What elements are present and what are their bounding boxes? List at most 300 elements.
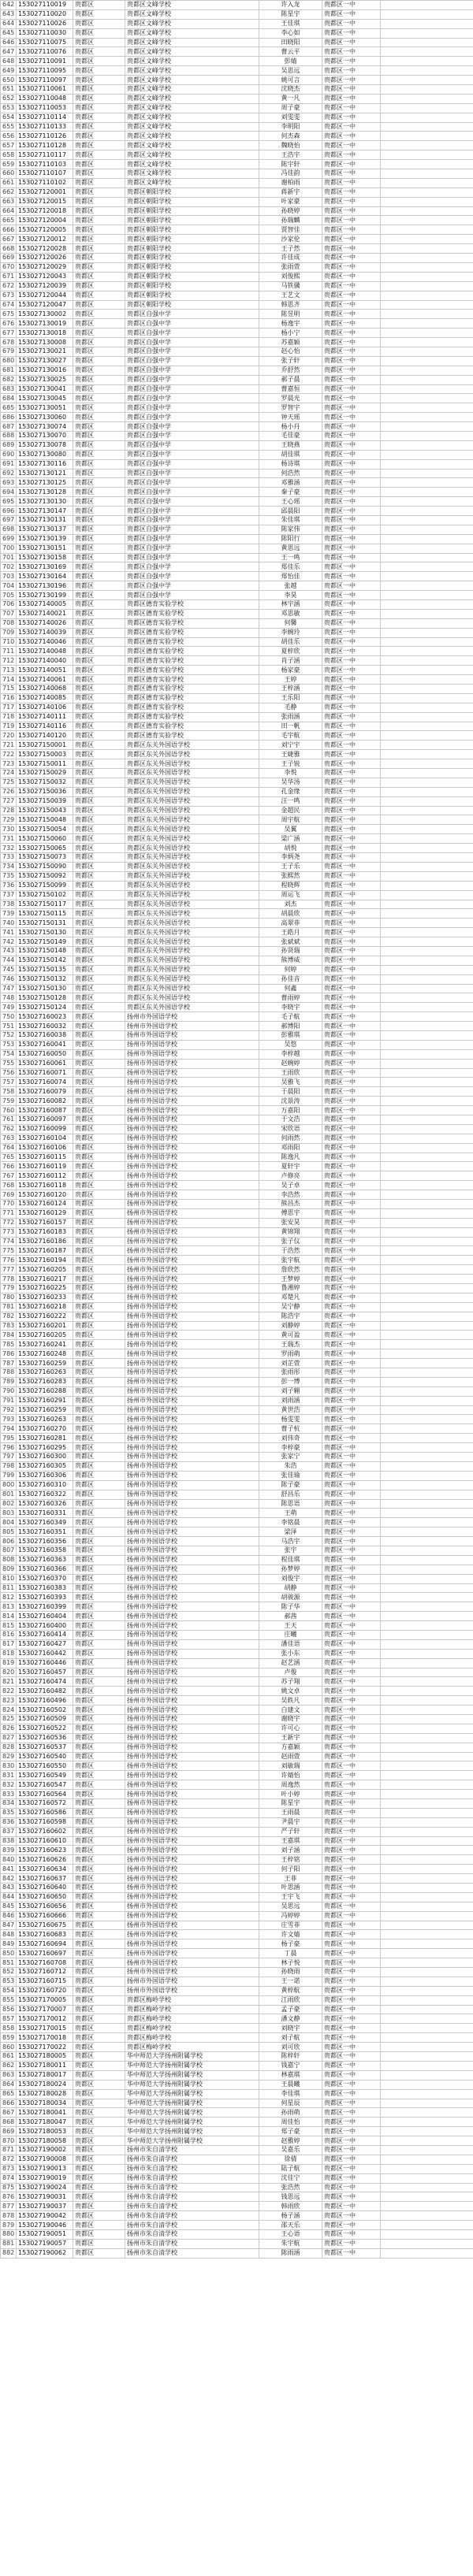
district-cell[interactable]: 贵都区 [73,141,125,150]
exam-number-cell[interactable]: 153027140061 [17,675,73,685]
student-name-cell[interactable]: 王子锐 [259,759,322,769]
student-name-cell[interactable]: 王雨晨 [259,1808,322,1817]
empty-cell[interactable] [381,1808,473,1817]
admitted-school-cell[interactable]: 贵都区一中 [322,310,381,319]
school-cell[interactable]: 扬州市外国语学校 [125,1958,259,1968]
empty-cell[interactable] [381,103,473,113]
exam-number-cell[interactable]: 153027120028 [17,244,73,254]
row-index-cell[interactable]: 766 [1,1162,17,1171]
admitted-school-cell[interactable]: 贵都区一中 [322,507,381,516]
exam-number-cell[interactable]: 153027190031 [17,2192,73,2202]
exam-number-cell[interactable]: 153027160720 [17,1986,73,1995]
district-cell[interactable]: 贵都区 [73,1312,125,1321]
student-name-cell[interactable]: 程晓辉 [259,881,322,890]
student-name-cell[interactable]: 田一帆 [259,722,322,731]
exam-number-cell[interactable]: 153027160496 [17,1696,73,1706]
school-cell[interactable]: 贵都区自强中学 [125,581,259,591]
school-cell[interactable]: 贵都区文峰学校 [125,66,259,76]
district-cell[interactable]: 贵都区 [73,2061,125,2070]
empty-cell[interactable] [381,1836,473,1846]
student-name-cell[interactable]: 陆子航 [259,2164,322,2173]
row-index-cell[interactable]: 686 [1,413,17,422]
school-cell[interactable]: 贵都区文峰学校 [125,113,259,122]
exam-number-cell[interactable]: 153027180017 [17,2070,73,2080]
empty-cell[interactable] [381,1696,473,1706]
student-name-cell[interactable]: 胡佳乐 [259,637,322,647]
student-name-cell[interactable]: 林宇涵 [259,600,322,610]
exam-number-cell[interactable]: 153027180011 [17,2061,73,2070]
district-cell[interactable]: 贵都区 [73,272,125,281]
empty-cell[interactable] [381,1265,473,1275]
district-cell[interactable]: 贵都区 [73,28,125,38]
row-index-cell[interactable]: 793 [1,1415,17,1424]
district-cell[interactable]: 贵都区 [73,375,125,384]
district-cell[interactable]: 贵都区 [73,281,125,291]
district-cell[interactable]: 贵都区 [73,909,125,919]
school-cell[interactable]: 扬州市外国语学校 [125,1331,259,1340]
admitted-school-cell[interactable]: 贵都区一中 [322,1,381,10]
empty-cell[interactable] [381,806,473,815]
student-name-cell[interactable]: 王心语 [259,2229,322,2239]
exam-number-cell[interactable]: 153027150029 [17,769,73,778]
admitted-school-cell[interactable]: 贵都区一中 [322,1087,381,1097]
district-cell[interactable]: 贵都区 [73,244,125,254]
admitted-school-cell[interactable]: 贵都区一中 [322,300,381,310]
empty-cell[interactable] [381,2080,473,2089]
empty-cell[interactable] [381,1968,473,1977]
row-index-cell[interactable]: 727 [1,796,17,806]
exam-number-cell[interactable]: 153027190042 [17,2211,73,2221]
admitted-school-cell[interactable]: 贵都区一中 [322,591,381,600]
student-name-cell[interactable]: 梁广涵 [259,834,322,844]
admitted-school-cell[interactable]: 贵都区一中 [322,881,381,890]
district-cell[interactable]: 贵都区 [73,974,125,984]
row-index-cell[interactable]: 691 [1,459,17,469]
empty-cell[interactable] [381,281,473,291]
district-cell[interactable]: 贵都区 [73,169,125,179]
exam-number-cell[interactable]: 153027130027 [17,356,73,366]
exam-number-cell[interactable]: 153027160050 [17,1049,73,1059]
school-cell[interactable]: 扬州市外国语学校 [125,1453,259,1462]
admitted-school-cell[interactable]: 贵都区一中 [322,1340,381,1349]
empty-cell[interactable] [381,1846,473,1855]
exam-number-cell[interactable]: 153027160263 [17,1368,73,1378]
row-index-cell[interactable]: 837 [1,1827,17,1836]
admitted-school-cell[interactable]: 贵都区一中 [322,1124,381,1134]
school-cell[interactable]: 扬州市朱自清学校 [125,2248,259,2258]
student-name-cell[interactable]: 乔舒然 [259,366,322,375]
empty-cell[interactable] [381,1106,473,1115]
student-name-cell[interactable]: 黄锦翔 [259,1227,322,1237]
admitted-school-cell[interactable]: 贵都区一中 [322,1461,381,1471]
admitted-school-cell[interactable]: 贵都区一中 [322,1162,381,1171]
district-cell[interactable]: 贵都区 [73,1958,125,1968]
admitted-school-cell[interactable]: 贵都区一中 [322,403,381,413]
district-cell[interactable]: 贵都区 [73,1714,125,1724]
student-name-cell[interactable]: 王嘉琪 [259,1836,322,1846]
admitted-school-cell[interactable]: 贵都区一中 [322,2192,381,2202]
admitted-school-cell[interactable]: 贵都区一中 [322,712,381,722]
empty-cell[interactable] [381,507,473,516]
school-cell[interactable]: 扬州市外国语学校 [125,1181,259,1190]
admitted-school-cell[interactable]: 贵都区一中 [322,1265,381,1275]
student-name-cell[interactable]: 庄雪菲 [259,1921,322,1930]
district-cell[interactable]: 贵都区 [73,515,125,525]
exam-number-cell[interactable]: 153027130164 [17,572,73,581]
admitted-school-cell[interactable]: 贵都区一中 [322,534,381,544]
exam-number-cell[interactable]: 153027150099 [17,881,73,890]
admitted-school-cell[interactable]: 贵都区一中 [322,1471,381,1480]
district-cell[interactable]: 贵都区 [73,937,125,947]
school-cell[interactable]: 贵都区东关外国语学校 [125,796,259,806]
admitted-school-cell[interactable]: 贵都区一中 [322,2127,381,2136]
empty-cell[interactable] [381,1612,473,1621]
admitted-school-cell[interactable]: 贵都区一中 [322,422,381,432]
student-name-cell[interactable]: 吴思远 [259,66,322,76]
district-cell[interactable]: 贵都区 [73,1921,125,1930]
student-name-cell[interactable]: 吴轶凡 [259,1696,322,1706]
school-cell[interactable]: 贵都区东关外国语学校 [125,806,259,815]
school-cell[interactable]: 贵都区自强中学 [125,450,259,459]
row-index-cell[interactable]: 716 [1,693,17,703]
row-index-cell[interactable]: 769 [1,1190,17,1200]
district-cell[interactable]: 贵都区 [73,300,125,310]
admitted-school-cell[interactable]: 贵都区一中 [322,1939,381,1949]
admitted-school-cell[interactable]: 贵都区一中 [322,769,381,778]
district-cell[interactable]: 贵都区 [73,507,125,516]
student-name-cell[interactable]: 谢晓宇 [259,1714,322,1724]
admitted-school-cell[interactable]: 贵都区一中 [322,2052,381,2062]
student-name-cell[interactable]: 孙贤瑞 [259,946,322,956]
school-cell[interactable]: 贵都区东关外国语学校 [125,993,259,1003]
admitted-school-cell[interactable]: 贵都区一中 [322,1030,381,1040]
empty-cell[interactable] [381,132,473,141]
empty-cell[interactable] [381,900,473,909]
student-name-cell[interactable]: 陈家伟 [259,525,322,534]
row-index-cell[interactable]: 770 [1,1200,17,1209]
district-cell[interactable]: 贵都区 [73,2239,125,2248]
school-cell[interactable]: 贵都区文峰学校 [125,169,259,179]
district-cell[interactable]: 贵都区 [73,1368,125,1378]
district-cell[interactable]: 贵都区 [73,66,125,76]
school-cell[interactable]: 扬州市外国语学校 [125,1649,259,1658]
empty-cell[interactable] [381,319,473,328]
admitted-school-cell[interactable]: 贵都区一中 [322,1097,381,1106]
admitted-school-cell[interactable]: 贵都区一中 [322,544,381,553]
school-cell[interactable]: 扬州市外国语学校 [125,1658,259,1668]
admitted-school-cell[interactable]: 贵都区一中 [322,844,381,853]
empty-cell[interactable] [381,937,473,947]
student-name-cell[interactable]: 王瑞杰 [259,1340,322,1349]
school-cell[interactable]: 扬州市外国语学校 [125,1134,259,1143]
district-cell[interactable]: 贵都区 [73,459,125,469]
district-cell[interactable]: 贵都区 [73,2192,125,2202]
empty-cell[interactable] [381,394,473,403]
admitted-school-cell[interactable]: 贵都区一中 [322,1799,381,1809]
admitted-school-cell[interactable]: 贵都区一中 [322,122,381,132]
school-cell[interactable]: 贵都区朝阳学校 [125,262,259,272]
district-cell[interactable]: 贵都区 [73,666,125,675]
district-cell[interactable]: 贵都区 [73,1256,125,1265]
student-name-cell[interactable]: 罗智宇 [259,403,322,413]
exam-number-cell[interactable]: 153027160233 [17,1293,73,1302]
school-cell[interactable]: 扬州市外国语学校 [125,1059,259,1068]
district-cell[interactable]: 贵都区 [73,19,125,28]
district-cell[interactable]: 贵都区 [73,356,125,366]
student-name-cell[interactable]: 马铁骥 [259,281,322,291]
school-cell[interactable]: 扬州市朱自清学校 [125,2239,259,2248]
empty-cell[interactable] [381,1143,473,1153]
district-cell[interactable]: 贵都区 [73,1677,125,1687]
student-name-cell[interactable]: 吴悠 [259,1040,322,1049]
student-name-cell[interactable]: 赵雅婷 [259,2136,322,2146]
school-cell[interactable]: 扬州市外国语学校 [125,1040,259,1049]
student-name-cell[interactable]: 孙晓婷 [259,206,322,216]
row-index-cell[interactable]: 666 [1,225,17,235]
empty-cell[interactable] [381,1949,473,1958]
school-cell[interactable]: 华中师范大学扬州附属学校 [125,2108,259,2118]
district-cell[interactable]: 贵都区 [73,919,125,928]
student-name-cell[interactable]: 毛静 [259,703,322,712]
exam-number-cell[interactable]: 153027110026 [17,19,73,28]
row-index-cell[interactable]: 795 [1,1434,17,1443]
empty-cell[interactable] [381,28,473,38]
district-cell[interactable]: 贵都区 [73,1930,125,1939]
empty-cell[interactable] [381,1227,473,1237]
exam-number-cell[interactable]: 153027160564 [17,1790,73,1799]
school-cell[interactable]: 扬州市外国语学校 [125,1087,259,1097]
student-name-cell[interactable]: 王新宇 [259,1733,322,1743]
school-cell[interactable]: 贵都区自强中学 [125,459,259,469]
exam-number-cell[interactable]: 153027160366 [17,1565,73,1574]
school-cell[interactable]: 扬州市外国语学校 [125,1771,259,1780]
student-name-cell[interactable]: 严子轩 [259,1827,322,1836]
admitted-school-cell[interactable]: 贵都区一中 [322,366,381,375]
row-index-cell[interactable]: 841 [1,1865,17,1874]
empty-cell[interactable] [381,993,473,1003]
student-name-cell[interactable]: 彭一博 [259,1377,322,1386]
school-cell[interactable]: 扬州市外国语学校 [125,1546,259,1555]
admitted-school-cell[interactable]: 贵都区一中 [322,993,381,1003]
district-cell[interactable]: 贵都区 [73,488,125,497]
student-name-cell[interactable]: 张雨萱 [259,262,322,272]
exam-number-cell[interactable]: 153027160363 [17,1555,73,1565]
district-cell[interactable]: 贵都区 [73,628,125,637]
district-cell[interactable]: 贵都区 [73,2108,125,2118]
empty-cell[interactable] [381,1162,473,1171]
admitted-school-cell[interactable]: 贵都区一中 [322,431,381,440]
row-index-cell[interactable]: 775 [1,1246,17,1256]
admitted-school-cell[interactable]: 贵都区一中 [322,1986,381,1995]
empty-cell[interactable] [381,712,473,722]
student-name-cell[interactable]: 夏轩宇 [259,1162,322,1171]
student-name-cell[interactable]: 刘可欣 [259,2043,322,2052]
school-cell[interactable]: 贵都区德育实验学校 [125,685,259,694]
empty-cell[interactable] [381,618,473,628]
student-name-cell[interactable]: 刘宁宇 [259,741,322,750]
row-index-cell[interactable]: 740 [1,919,17,928]
empty-cell[interactable] [381,2005,473,2014]
row-index-cell[interactable]: 818 [1,1649,17,1658]
student-name-cell[interactable]: 王晓燕 [259,440,322,450]
empty-cell[interactable] [381,366,473,375]
district-cell[interactable]: 贵都区 [73,1621,125,1631]
student-name-cell[interactable]: 冯婷婷 [259,1911,322,1921]
student-name-cell[interactable]: 于晨阳 [259,1087,322,1097]
admitted-school-cell[interactable]: 贵都区一中 [322,1293,381,1302]
row-index-cell[interactable]: 790 [1,1386,17,1396]
student-name-cell[interactable]: 肖子涵 [259,656,322,666]
exam-number-cell[interactable]: 153027160572 [17,1799,73,1809]
district-cell[interactable]: 贵都区 [73,685,125,694]
district-cell[interactable]: 贵都区 [73,94,125,103]
empty-cell[interactable] [381,2248,473,2258]
admitted-school-cell[interactable]: 贵都区一中 [322,413,381,422]
row-index-cell[interactable]: 813 [1,1602,17,1612]
district-cell[interactable]: 贵都区 [73,1321,125,1331]
district-cell[interactable]: 贵都区 [73,319,125,328]
admitted-school-cell[interactable]: 贵都区一中 [322,1696,381,1706]
exam-number-cell[interactable]: 153027160306 [17,1471,73,1480]
exam-number-cell[interactable]: 153027190002 [17,2145,73,2155]
student-name-cell[interactable]: 赵雨萱 [259,1752,322,1761]
school-cell[interactable]: 贵都区德育实验学校 [125,703,259,712]
exam-number-cell[interactable]: 153027160370 [17,1574,73,1583]
admitted-school-cell[interactable]: 贵都区一中 [322,66,381,76]
school-cell[interactable]: 贵都区文峰学校 [125,141,259,150]
row-index-cell[interactable]: 874 [1,2173,17,2183]
school-cell[interactable]: 贵都区东关外国语学校 [125,815,259,825]
district-cell[interactable]: 贵都区 [73,815,125,825]
school-cell[interactable]: 贵都区梅岭学校 [125,2024,259,2033]
student-name-cell[interactable]: 张雨涵 [259,712,322,722]
empty-cell[interactable] [381,197,473,206]
student-name-cell[interactable]: 陈宇轩 [259,160,322,169]
district-cell[interactable]: 贵都区 [73,1752,125,1761]
student-name-cell[interactable]: 王晨曦 [259,2080,322,2089]
empty-cell[interactable] [381,1293,473,1302]
district-cell[interactable]: 贵都区 [73,1836,125,1846]
empty-cell[interactable] [381,853,473,863]
district-cell[interactable]: 贵都区 [73,85,125,95]
exam-number-cell[interactable]: 153027160263 [17,1415,73,1424]
exam-number-cell[interactable]: 153027160187 [17,1246,73,1256]
student-name-cell[interactable]: 徐倩 [259,2155,322,2164]
school-cell[interactable]: 扬州市外国语学校 [125,1602,259,1612]
exam-number-cell[interactable]: 153027160222 [17,1312,73,1321]
school-cell[interactable]: 贵都区文峰学校 [125,57,259,66]
row-index-cell[interactable]: 850 [1,1949,17,1958]
row-index-cell[interactable]: 788 [1,1368,17,1378]
admitted-school-cell[interactable]: 贵都区一中 [322,169,381,179]
row-index-cell[interactable]: 648 [1,57,17,66]
district-cell[interactable]: 贵都区 [73,1696,125,1706]
empty-cell[interactable] [381,1256,473,1265]
school-cell[interactable]: 贵都区东关外国语学校 [125,984,259,993]
school-cell[interactable]: 扬州市朱自清学校 [125,2202,259,2211]
empty-cell[interactable] [381,1359,473,1368]
empty-cell[interactable] [381,2024,473,2033]
student-name-cell[interactable]: 张越 [259,581,322,591]
admitted-school-cell[interactable]: 贵都区一中 [322,1593,381,1602]
row-index-cell[interactable]: 819 [1,1658,17,1668]
school-cell[interactable]: 扬州市外国语学校 [125,1218,259,1227]
empty-cell[interactable] [381,469,473,478]
exam-number-cell[interactable]: 153027150132 [17,974,73,984]
admitted-school-cell[interactable]: 贵都区一中 [322,2173,381,2183]
admitted-school-cell[interactable]: 贵都区一中 [322,160,381,169]
exam-number-cell[interactable]: 153027160281 [17,1434,73,1443]
district-cell[interactable]: 贵都区 [73,225,125,235]
school-cell[interactable]: 贵都区朝阳学校 [125,235,259,244]
row-index-cell[interactable]: 786 [1,1349,17,1359]
student-name-cell[interactable]: 叶思涵 [259,1884,322,1893]
school-cell[interactable]: 贵都区自强中学 [125,328,259,338]
student-name-cell[interactable]: 何雨然 [259,1134,322,1143]
exam-number-cell[interactable]: 153027150149 [17,937,73,947]
admitted-school-cell[interactable]: 贵都区一中 [322,796,381,806]
district-cell[interactable]: 贵都区 [73,2070,125,2080]
exam-number-cell[interactable]: 153027160536 [17,1733,73,1743]
empty-cell[interactable] [381,750,473,759]
empty-cell[interactable] [381,1275,473,1284]
row-index-cell[interactable]: 656 [1,132,17,141]
row-index-cell[interactable]: 872 [1,2155,17,2164]
exam-number-cell[interactable]: 153027190024 [17,2183,73,2192]
school-cell[interactable]: 扬州市外国语学校 [125,1537,259,1546]
student-name-cell[interactable]: 潘文静 [259,2014,322,2024]
school-cell[interactable]: 贵都区朝阳学校 [125,291,259,300]
school-cell[interactable]: 扬州市外国语学校 [125,1012,259,1022]
exam-number-cell[interactable]: 153027180034 [17,2099,73,2108]
exam-number-cell[interactable]: 153027130019 [17,319,73,328]
admitted-school-cell[interactable]: 贵都区一中 [322,1602,381,1612]
empty-cell[interactable] [381,1453,473,1462]
school-cell[interactable]: 贵都区自强中学 [125,525,259,534]
student-name-cell[interactable]: 陈思语 [259,1499,322,1509]
exam-number-cell[interactable]: 153027190037 [17,2202,73,2211]
admitted-school-cell[interactable]: 贵都区一中 [322,787,381,796]
district-cell[interactable]: 贵都区 [73,422,125,432]
row-index-cell[interactable]: 717 [1,703,17,712]
empty-cell[interactable] [381,9,473,19]
exam-number-cell[interactable]: 153027160259 [17,1359,73,1368]
row-index-cell[interactable]: 853 [1,1977,17,1986]
empty-cell[interactable] [381,2239,473,2248]
district-cell[interactable]: 贵都区 [73,113,125,122]
row-index-cell[interactable]: 751 [1,1022,17,1031]
student-name-cell[interactable]: 姚可言 [259,76,322,85]
district-cell[interactable]: 贵都区 [73,1911,125,1921]
row-index-cell[interactable]: 702 [1,562,17,572]
school-cell[interactable]: 扬州市外国语学校 [125,1396,259,1405]
exam-number-cell[interactable]: 153027140026 [17,618,73,628]
empty-cell[interactable] [381,1237,473,1246]
row-index-cell[interactable]: 674 [1,300,17,310]
row-index-cell[interactable]: 642 [1,1,17,10]
school-cell[interactable]: 贵都区东关外国语学校 [125,919,259,928]
empty-cell[interactable] [381,946,473,956]
student-name-cell[interactable]: 郝茜 [259,1612,322,1621]
admitted-school-cell[interactable]: 贵都区一中 [322,1668,381,1677]
empty-cell[interactable] [381,422,473,432]
school-cell[interactable]: 扬州市外国语学校 [125,1574,259,1583]
district-cell[interactable]: 贵都区 [73,900,125,909]
row-index-cell[interactable]: 825 [1,1714,17,1724]
empty-cell[interactable] [381,300,473,310]
student-name-cell[interactable]: 沈景涛 [259,1097,322,1106]
school-cell[interactable]: 贵都区文峰学校 [125,9,259,19]
